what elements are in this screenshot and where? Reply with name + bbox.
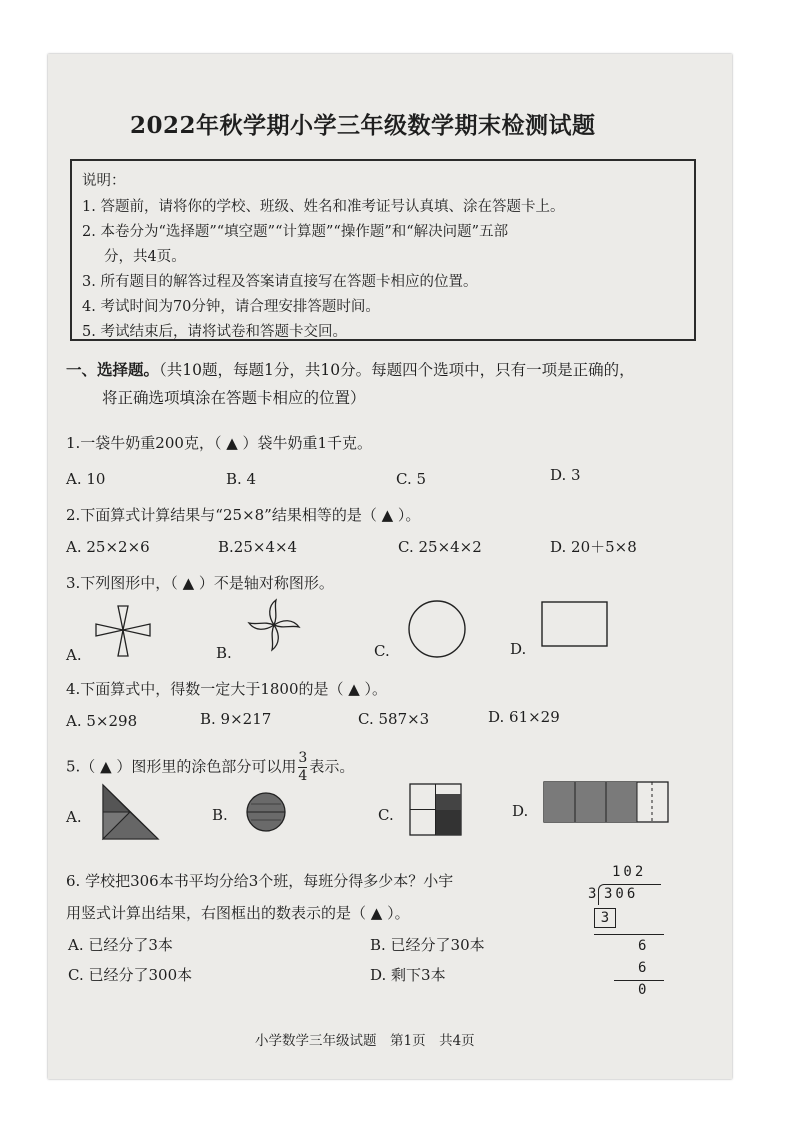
division-line bbox=[614, 980, 664, 981]
q4-option-a: A. 5×298 bbox=[66, 712, 138, 730]
q6-option-b: B. 已经分了30本 bbox=[370, 936, 485, 954]
q4-option-d: D. 61×29 bbox=[488, 708, 560, 726]
q2-option-d: D. 20＋5×8 bbox=[550, 538, 637, 556]
division-remainder: 0 bbox=[638, 982, 647, 998]
long-division-figure bbox=[580, 864, 670, 1004]
question-3-stem: 3.下列图形中，（ ▲ ）不是轴对称图形。 bbox=[66, 574, 334, 592]
question-6-stem-line2: 用竖式计算出结果，右图框出的数表示的是（ ▲ ）。 bbox=[66, 904, 410, 922]
q1-option-a: A. 10 bbox=[66, 470, 106, 488]
section-heading bbox=[66, 358, 635, 380]
instruction-item: 3. 所有题目的解答过程及答案请直接写在答题卡相应的位置。 bbox=[82, 274, 478, 290]
cross-shape-figure bbox=[92, 600, 154, 660]
shaded-circle-figure bbox=[244, 790, 288, 834]
exam-paper bbox=[48, 54, 732, 1079]
q3-option-d: D. bbox=[510, 640, 527, 658]
question-2-stem: 2.下面算式计算结果与“25×8”结果相等的是（ ▲ ）。 bbox=[66, 506, 421, 524]
q5-option-a: A. bbox=[66, 808, 82, 826]
instructions-box bbox=[70, 159, 696, 341]
page-title: 2022年秋学期小学三年级数学期末检测试题 bbox=[130, 112, 596, 139]
shaded-square-figure bbox=[408, 782, 464, 838]
fraction-denominator: 4 bbox=[298, 768, 308, 784]
instruction-item: 5. 考试结束后，请将试卷和答题卡交回。 bbox=[82, 324, 347, 340]
question-6-stem-line1: 6. 学校把306本书平均分给3个班，每班分得多少本？小宇 bbox=[66, 872, 454, 890]
pinwheel-figure bbox=[246, 598, 302, 652]
q6-option-d: D. 剩下3本 bbox=[370, 966, 446, 984]
circle-figure bbox=[406, 598, 468, 660]
q2-option-a: A. 25×2×6 bbox=[66, 538, 150, 556]
fraction-numerator: 3 bbox=[298, 750, 308, 766]
q4-option-c: C. 587×3 bbox=[358, 710, 430, 728]
instruction-item: 1. 答题前，请将你的学校、班级、姓名和准考证号认真填、涂在答题卡上。 bbox=[82, 199, 565, 215]
q2-option-b: B.25×4×4 bbox=[218, 538, 298, 556]
q2-option-c: C. 25×4×2 bbox=[398, 538, 482, 556]
divisor: 3 bbox=[588, 886, 597, 902]
dividend: 306 bbox=[604, 886, 639, 902]
q1-option-b: B. 4 bbox=[226, 470, 257, 488]
division-step-1: 6 bbox=[638, 938, 647, 954]
q6-option-a: A. 已经分了3本 bbox=[68, 936, 173, 954]
instructions-heading: 说明： bbox=[82, 173, 126, 189]
page-footer: 小学数学三年级试题 第1页 共4页 bbox=[255, 1033, 475, 1049]
quotient: 102 bbox=[612, 864, 647, 880]
q5-stem-pre: 5.（ ▲ ）图形里的涂色部分可以用 bbox=[66, 757, 297, 776]
q6-option-c: C. 已经分了300本 bbox=[68, 966, 193, 984]
shaded-bar-figure bbox=[542, 780, 672, 826]
question-5-stem bbox=[66, 750, 354, 785]
q5-option-b: B. bbox=[212, 806, 228, 824]
q3-option-c: C. bbox=[374, 642, 390, 660]
question-1-stem: 1.一袋牛奶重200克，（ ▲ ）袋牛奶重1千克。 bbox=[66, 434, 373, 452]
instruction-item: 4. 考试时间为70分钟，请合理安排答题时间。 bbox=[82, 299, 380, 315]
q4-option-b: B. 9×217 bbox=[200, 710, 272, 728]
division-step-2: 6 bbox=[638, 960, 647, 976]
fraction-three-quarters bbox=[298, 750, 307, 785]
q3-option-a: A. bbox=[66, 646, 82, 664]
q5-stem-post: 表示。 bbox=[309, 757, 355, 776]
q1-option-d: D. 3 bbox=[550, 466, 581, 484]
shaded-triangle-figure bbox=[100, 782, 162, 842]
instruction-item: 分，共4页。 bbox=[104, 249, 186, 265]
boxed-digit: 3 bbox=[594, 908, 616, 928]
section-description: （共10题，每题1分，共10分。每题四个选项中，只有一项是正确的， bbox=[159, 361, 635, 379]
q5-option-d: D. bbox=[512, 802, 529, 820]
q1-option-c: C. 5 bbox=[396, 470, 427, 488]
q5-option-c: C. bbox=[378, 806, 394, 824]
section-description-cont: 将正确选项填涂在答题卡相应的位置） bbox=[102, 389, 366, 407]
question-4-stem: 4.下面算式中，得数一定大于1800的是（ ▲ ）。 bbox=[66, 680, 388, 698]
rectangle-figure bbox=[540, 600, 610, 650]
instruction-item: 2. 本卷分为“选择题”“填空题”“计算题”“操作题”和“解决问题”五部 bbox=[82, 224, 509, 240]
q3-option-b: B. bbox=[216, 644, 232, 662]
division-line bbox=[594, 934, 664, 935]
section-title: 一、选择题。 bbox=[66, 360, 160, 379]
